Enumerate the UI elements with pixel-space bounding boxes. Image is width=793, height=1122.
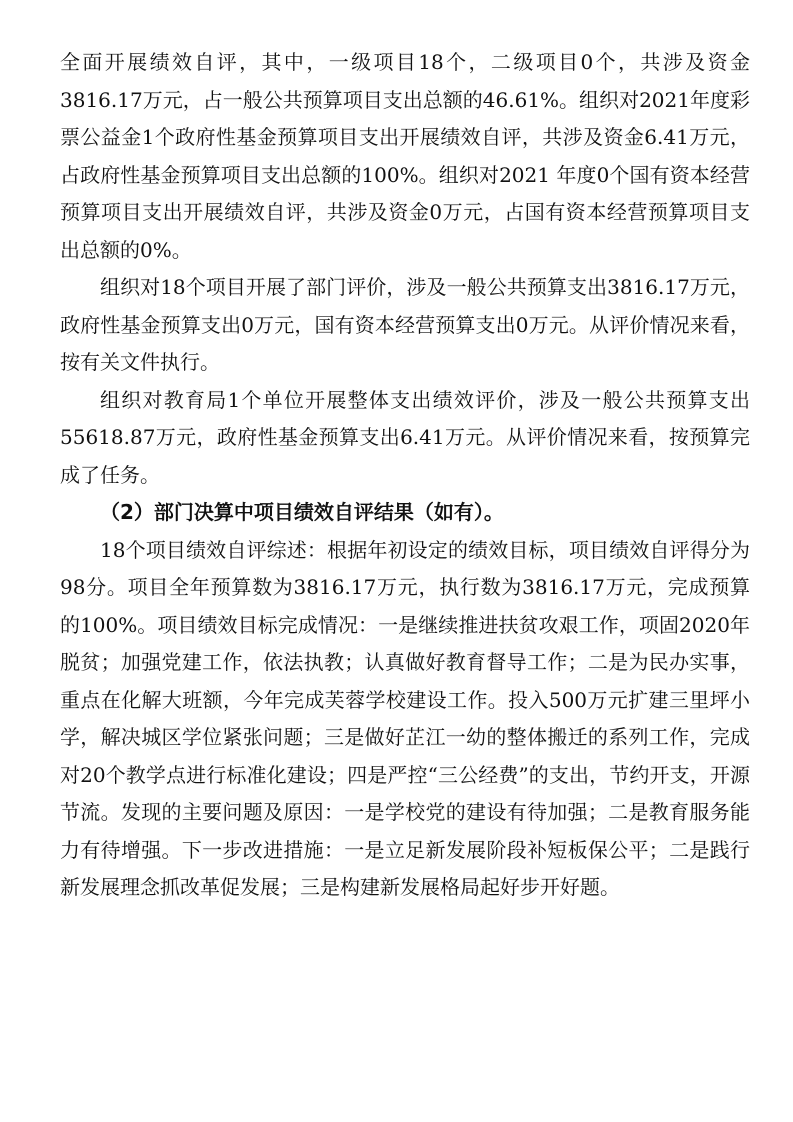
paragraph-department-evaluation: 组织对18个项目开展了部门评价，涉及一般公共预算支出3816.17万元，政府性基金预算支出0万元，国有资本经营预算支出0万元。从评价情况来看，按有关文件执行。 — [60, 275, 750, 374]
paragraph-overall-expenditure-evaluation: 组织对教育局1个单位开展整体支出绩效评价，涉及一般公共预算支出55618.87万元，政府性基金预算支出6.41万元。从评价情况来看，按预算完成了任务。 — [60, 387, 750, 487]
paragraph-project-results-detail: 18个项目绩效自评综述：根据年初设定的绩效目标，项目绩效自评得分为98分。项目全年预算数为3816.17万元，执行数为3816.17万元，完成预算的100%。项目绩效目标完成情况：一是继续推进扶贫攻艰工作，项固2020年脱贫；加强党建工作，依法执教；认真做好教育督导工作；二是为民办实事，重点在化解大班额，今年完成芙蓉学校建设工作。投入500万元扩建三里坪小学，解决城区学位紧张问题；三是做好芷江一幼的整体搬迁的系列工作，完成对20个教学点进行标准化建设；四是严控“三公经费”的支出，节约开支，开源节流。发现的主要问题及原因：一是学校党的建设有待加强；二是教育服务能力有待增强。下一步改进措施：一是立足新发展阶段补短板保公平；二是践行新发展理念抓改革促发展；三是构建新发展格局起好步开好题。 — [60, 537, 750, 899]
paragraph-self-evaluation-summary: 全面开展绩效自评，其中，一级项目18个，二级项目0个，共涉及资金3816.17万元，占一般公共预算项目支出总额的46.61%。组织对2021年度彩票公益金1个政府性基金预算项目支出开展绩效自评，共涉及资金6.41万元，占政府性基金预算项目支出总额的100%。组织对2021 年度0个国有资本经营预算项目支出开展绩效自评，共涉及资金0万元，占国有资本经营预算项目支出总额的0%。 — [60, 50, 750, 262]
section-heading-project-results: （2）部门决算中项目绩效自评结果（如有）。 — [100, 500, 504, 524]
document-body — [60, 44, 750, 907]
